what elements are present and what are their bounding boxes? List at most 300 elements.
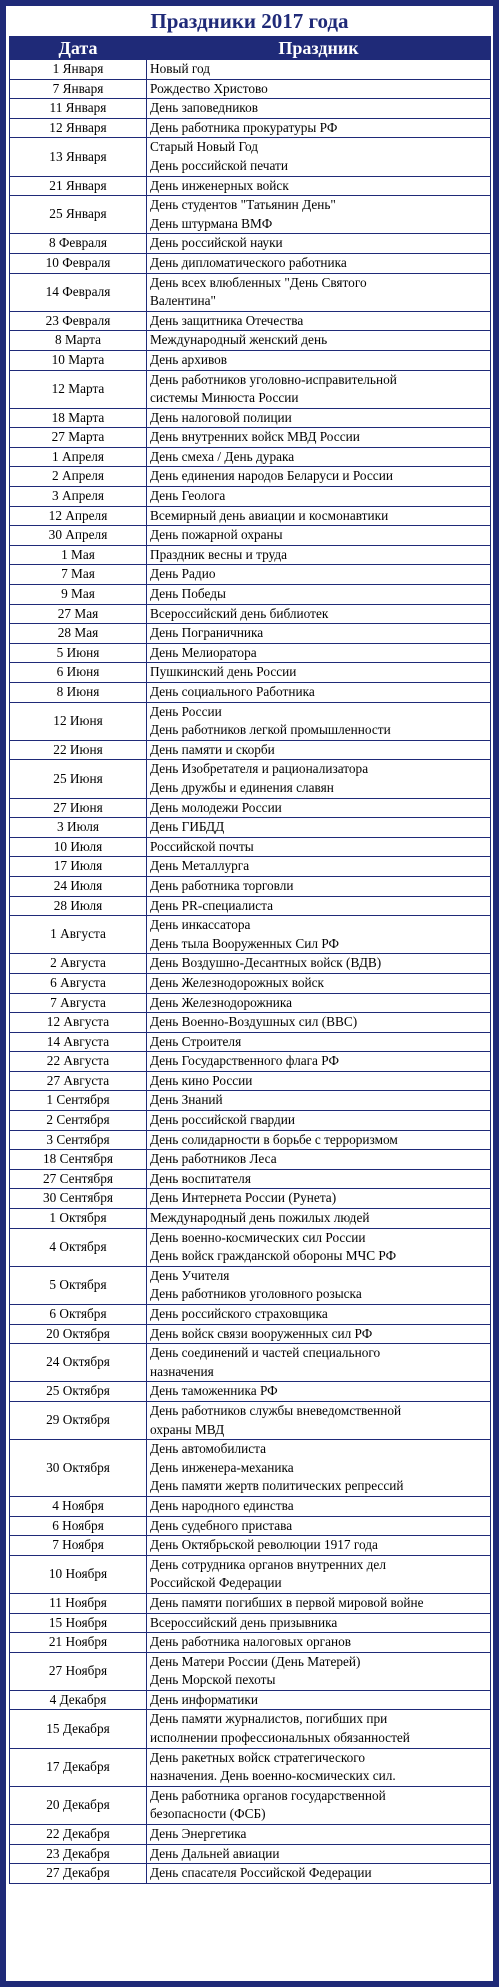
holiday-line: Новый год (150, 61, 211, 76)
table-row (10, 1516, 491, 1536)
holiday-line: День Железнодорожника (150, 994, 293, 1010)
date-cell: 27 Ноября (10, 1652, 147, 1690)
holiday-line: День Дальней авиации (150, 1845, 280, 1861)
table-row (10, 702, 491, 740)
date-cell: 1 Мая (10, 545, 147, 565)
holiday-cell (147, 331, 491, 351)
holiday-line: День судебного пристава (150, 1517, 293, 1533)
date-cell: 12 Января (10, 118, 147, 138)
table-row (10, 1344, 491, 1382)
holiday-line: День Радио (150, 566, 216, 582)
holiday-line: охраны МВД (150, 1421, 225, 1437)
holiday-line: День Металлурга (150, 858, 250, 874)
table-row (10, 1633, 491, 1653)
holiday-line: День войск связи вооруженных сил РФ (150, 1325, 373, 1341)
date-cell: 3 Апреля (10, 487, 147, 507)
holiday-cell (147, 1440, 491, 1497)
holiday-line: День Мелиоратора (150, 644, 257, 660)
holiday-line: Всемирный день авиации и космонавтики (150, 507, 389, 523)
date-cell: 8 Июня (10, 683, 147, 703)
date-cell: 27 Декабря (10, 1864, 147, 1884)
date-cell: 6 Октября (10, 1305, 147, 1325)
holiday-cell (147, 1748, 491, 1786)
date-cell: 12 Августа (10, 1013, 147, 1033)
date-cell: 17 Декабря (10, 1748, 147, 1786)
date-cell: 9 Мая (10, 585, 147, 605)
date-cell: 22 Декабря (10, 1825, 147, 1845)
date-cell: 28 Мая (10, 624, 147, 644)
table-row (10, 837, 491, 857)
holiday-line: День молодежи России (150, 799, 282, 815)
date-cell: 27 Марта (10, 428, 147, 448)
table-row (10, 643, 491, 663)
table-row (10, 118, 491, 138)
date-cell: 27 Августа (10, 1071, 147, 1091)
table-row (10, 487, 491, 507)
date-cell: 6 Августа (10, 973, 147, 993)
table-row (10, 1324, 491, 1344)
table-row (10, 1052, 491, 1072)
holiday-cell (147, 79, 491, 99)
holiday-line: День Октябрьской революции 1917 года (150, 1537, 378, 1553)
date-cell: 12 Июня (10, 702, 147, 740)
holiday-cell (147, 1536, 491, 1556)
holiday-line: День памяти погибших в первой мировой войне (150, 1594, 424, 1610)
table-row (10, 624, 491, 644)
date-cell: 7 Ноября (10, 1536, 147, 1556)
date-cell: 6 Ноября (10, 1516, 147, 1536)
holiday-cell (147, 350, 491, 370)
table-row (10, 1690, 491, 1710)
table-row (10, 467, 491, 487)
holiday-line: День работников Леса (150, 1151, 277, 1167)
holiday-cell (147, 99, 491, 119)
date-cell: 2 Апреля (10, 467, 147, 487)
table-row (10, 1130, 491, 1150)
date-cell: 12 Марта (10, 370, 147, 408)
table-row (10, 798, 491, 818)
holiday-line: День работника торговли (150, 877, 294, 893)
holiday-line: Российской Федерации (150, 1575, 282, 1591)
holiday-cell (147, 1266, 491, 1304)
holiday-cell (147, 798, 491, 818)
table-row (10, 1748, 491, 1786)
date-cell: 23 Декабря (10, 1844, 147, 1864)
date-cell: 28 Июля (10, 896, 147, 916)
holiday-cell (147, 467, 491, 487)
holiday-line: День автомобилиста (150, 1441, 266, 1457)
holiday-line: День сотрудника органов внутренних дел (150, 1556, 386, 1572)
date-cell: 8 Марта (10, 331, 147, 351)
table-row (10, 1786, 491, 1824)
holiday-line: День Победы (150, 586, 226, 602)
holiday-cell (147, 118, 491, 138)
holiday-cell (147, 1071, 491, 1091)
table-row (10, 311, 491, 331)
date-cell: 18 Сентября (10, 1150, 147, 1170)
holiday-cell (147, 447, 491, 467)
holiday-line: День работников легкой промышленности (150, 722, 391, 738)
holiday-line: День народного единства (150, 1497, 294, 1513)
date-cell: 27 Июня (10, 798, 147, 818)
table-row (10, 1150, 491, 1170)
holiday-line: День студентов "Татьянин День" (150, 197, 336, 213)
holiday-line: День Воздушно-Десантных войск (ВДВ) (150, 955, 382, 971)
holiday-line: Российской почты (150, 838, 254, 854)
holiday-line: День архивов (150, 351, 228, 367)
date-cell: 4 Декабря (10, 1690, 147, 1710)
holiday-line: Праздник весны и труда (150, 546, 288, 562)
holiday-line: День работников уголовного розыска (150, 1286, 362, 1302)
holiday-cell (147, 428, 491, 448)
holiday-line: День единения народов Беларуси и России (150, 468, 393, 484)
holiday-cell (147, 1091, 491, 1111)
holiday-cell (147, 1690, 491, 1710)
table-row (10, 1305, 491, 1325)
holiday-line: День информатики (150, 1691, 258, 1707)
holiday-line: Всероссийский день библиотек (150, 605, 329, 621)
table-row (10, 79, 491, 99)
holiday-cell (147, 1864, 491, 1884)
date-cell: 30 Сентября (10, 1189, 147, 1209)
holiday-line: День солидарности в борьбе с терроризмом (150, 1131, 398, 1147)
table-row (10, 506, 491, 526)
header-holiday: Праздник (147, 37, 491, 60)
table-row (10, 954, 491, 974)
date-cell: 1 Августа (10, 916, 147, 954)
holiday-line: День войск гражданской обороны МЧС РФ (150, 1248, 397, 1264)
holiday-cell (147, 896, 491, 916)
holiday-line: День дипломатического работника (150, 254, 347, 270)
holiday-line: День Морской пехоты (150, 1672, 276, 1688)
holiday-line: День памяти жертв политических репрессий (150, 1478, 404, 1494)
holiday-line: День России (150, 703, 222, 719)
table-row (10, 1593, 491, 1613)
holiday-cell (147, 408, 491, 428)
date-cell: 18 Марта (10, 408, 147, 428)
table-row (10, 234, 491, 254)
holiday-cell (147, 973, 491, 993)
holiday-cell (147, 1496, 491, 1516)
holiday-line: День Знаний (150, 1092, 223, 1108)
date-cell: 30 Октября (10, 1440, 147, 1497)
holiday-line: назначения (150, 1363, 214, 1379)
date-cell: 1 Октября (10, 1209, 147, 1229)
table-row (10, 1189, 491, 1209)
holiday-cell (147, 993, 491, 1013)
table-row (10, 876, 491, 896)
date-cell: 25 Октября (10, 1382, 147, 1402)
table-row (10, 916, 491, 954)
table-row (10, 331, 491, 351)
date-cell: 10 Марта (10, 350, 147, 370)
holiday-line: День внутренних войск МВД России (150, 429, 360, 445)
table-row (10, 663, 491, 683)
date-cell: 12 Апреля (10, 506, 147, 526)
holiday-line: Рождество Христово (150, 80, 268, 96)
holiday-line: Международный день пожилых людей (150, 1210, 370, 1226)
holiday-cell (147, 760, 491, 798)
holiday-cell (147, 604, 491, 624)
date-cell: 27 Сентября (10, 1169, 147, 1189)
holiday-line: безопасности (ФСБ) (150, 1806, 266, 1822)
holiday-cell (147, 1111, 491, 1131)
table-row (10, 1401, 491, 1439)
table-row (10, 408, 491, 428)
date-cell: 17 Июля (10, 857, 147, 877)
date-cell: 14 Августа (10, 1032, 147, 1052)
table-row (10, 1228, 491, 1266)
table-row (10, 1440, 491, 1497)
table-row (10, 1266, 491, 1304)
holiday-line: День работника налоговых органов (150, 1634, 352, 1650)
holiday-cell (147, 1052, 491, 1072)
date-cell: 21 Января (10, 176, 147, 196)
holiday-line: День Железнодорожных войск (150, 974, 325, 990)
holiday-cell (147, 1169, 491, 1189)
holiday-cell (147, 1032, 491, 1052)
table-row (10, 1710, 491, 1748)
holiday-line: День кино России (150, 1072, 253, 1088)
holiday-line: День воспитателя (150, 1170, 251, 1186)
holiday-line: День PR-специалиста (150, 897, 274, 913)
holiday-cell (147, 311, 491, 331)
holiday-line: День спасателя Российской Федерации (150, 1865, 372, 1881)
page-title: Праздники 2017 года (150, 9, 349, 33)
table-row (10, 138, 491, 176)
table-row (10, 545, 491, 565)
date-cell: 20 Декабря (10, 1786, 147, 1824)
holiday-cell (147, 1324, 491, 1344)
holiday-cell (147, 624, 491, 644)
holiday-cell (147, 876, 491, 896)
holiday-line: День соединений и частей специального (150, 1345, 381, 1361)
holiday-cell (147, 1305, 491, 1325)
table-row (10, 760, 491, 798)
holiday-cell (147, 196, 491, 234)
table-row (10, 1825, 491, 1845)
table-row (10, 585, 491, 605)
holiday-cell (147, 176, 491, 196)
holiday-line: День Изобретателя и рационализатора (150, 761, 369, 777)
holiday-line: День российской науки (150, 235, 283, 251)
holiday-cell (147, 545, 491, 565)
table-row (10, 1864, 491, 1884)
holiday-cell (147, 1633, 491, 1653)
date-cell: 4 Октября (10, 1228, 147, 1266)
table-row (10, 196, 491, 234)
holiday-line: День смеха / День дурака (150, 448, 295, 464)
holiday-cell (147, 1516, 491, 1536)
holiday-cell (147, 702, 491, 740)
holiday-cell (147, 60, 491, 80)
table-row (10, 1013, 491, 1033)
holiday-line: День работников уголовно-исправительной (150, 371, 397, 387)
holiday-cell (147, 1652, 491, 1690)
holiday-line: День защитника Отечества (150, 312, 304, 328)
date-cell: 11 Ноября (10, 1593, 147, 1613)
table-row (10, 818, 491, 838)
holiday-line: День инженерных войск (150, 177, 289, 193)
table-header-row (10, 37, 491, 60)
table-row (10, 1091, 491, 1111)
holiday-cell (147, 234, 491, 254)
table-row (10, 350, 491, 370)
holiday-cell (147, 487, 491, 507)
date-cell: 21 Ноября (10, 1633, 147, 1653)
table-row (10, 1209, 491, 1229)
date-cell: 24 Июля (10, 876, 147, 896)
header-date: Дата (10, 37, 147, 60)
holiday-line: День памяти журналистов, погибших при (150, 1711, 388, 1727)
table-row (10, 526, 491, 546)
holiday-cell (147, 1344, 491, 1382)
holiday-cell (147, 1401, 491, 1439)
holidays-table (9, 36, 491, 1884)
date-cell: 3 Сентября (10, 1130, 147, 1150)
holiday-cell (147, 857, 491, 877)
date-cell: 10 Февраля (10, 253, 147, 273)
holiday-line: системы Минюста России (150, 390, 299, 406)
holiday-line: День Военно-Воздушных сил (ВВС) (150, 1014, 358, 1030)
table-row (10, 1496, 491, 1516)
table-row (10, 253, 491, 273)
date-cell: 25 Июня (10, 760, 147, 798)
date-cell: 25 Января (10, 196, 147, 234)
date-cell: 3 Июля (10, 818, 147, 838)
holiday-line: День таможенника РФ (150, 1383, 278, 1399)
holiday-line: День ракетных войск стратегического (150, 1749, 366, 1765)
holiday-cell (147, 1013, 491, 1033)
holiday-line: Пушкинский день России (150, 664, 297, 680)
date-cell: 24 Октября (10, 1344, 147, 1382)
table-row (10, 604, 491, 624)
holiday-cell (147, 740, 491, 760)
holiday-line: День пожарной охраны (150, 527, 283, 543)
holiday-cell (147, 663, 491, 683)
holiday-cell (147, 1613, 491, 1633)
date-cell: 6 Июня (10, 663, 147, 683)
date-cell: 2 Сентября (10, 1111, 147, 1131)
date-cell: 10 Ноября (10, 1555, 147, 1593)
table-row (10, 896, 491, 916)
date-cell: 15 Ноября (10, 1613, 147, 1633)
holiday-cell (147, 1786, 491, 1824)
holiday-cell (147, 526, 491, 546)
table-row (10, 1613, 491, 1633)
holiday-line: День Интернета России (Рунета) (150, 1190, 337, 1206)
holiday-cell (147, 683, 491, 703)
table-row (10, 370, 491, 408)
holiday-cell (147, 1382, 491, 1402)
holiday-cell (147, 1130, 491, 1150)
holiday-line: День работника прокуратуры РФ (150, 119, 338, 135)
holiday-line: День налоговой полиции (150, 409, 292, 425)
date-cell: 8 Февраля (10, 234, 147, 254)
table-row (10, 176, 491, 196)
table-row (10, 740, 491, 760)
date-cell: 1 Сентября (10, 1091, 147, 1111)
table-row (10, 428, 491, 448)
holiday-line: День Строителя (150, 1033, 242, 1049)
holiday-line: Валентина" (150, 293, 216, 309)
date-cell: 7 Января (10, 79, 147, 99)
date-cell: 20 Октября (10, 1324, 147, 1344)
table-row (10, 60, 491, 80)
holiday-cell (147, 138, 491, 176)
holiday-cell (147, 585, 491, 605)
holiday-line: День всех влюбленных "День Святого (150, 274, 367, 290)
holiday-line: Всероссийский день призывника (150, 1614, 338, 1630)
holiday-line: День штурмана ВМФ (150, 215, 273, 231)
table-row (10, 857, 491, 877)
holiday-cell (147, 916, 491, 954)
holiday-cell (147, 1844, 491, 1864)
holiday-line: День Геолога (150, 488, 226, 504)
holiday-line: День российской печати (150, 157, 288, 173)
holiday-cell (147, 1189, 491, 1209)
table-row (10, 1071, 491, 1091)
holiday-line: День военно-космических сил России (150, 1229, 366, 1245)
holiday-cell (147, 1209, 491, 1229)
table-row (10, 683, 491, 703)
date-cell: 29 Октября (10, 1401, 147, 1439)
holiday-line: День российского страховщика (150, 1306, 328, 1321)
holiday-line: День Энергетика (150, 1826, 247, 1842)
holiday-cell (147, 818, 491, 838)
table-row (10, 1382, 491, 1402)
holiday-line: назначения. День военно-космических сил. (150, 1768, 396, 1784)
date-cell: 15 Декабря (10, 1710, 147, 1748)
holiday-line: Старый Новый Год (150, 139, 259, 155)
table-row (10, 1032, 491, 1052)
holiday-cell (147, 1593, 491, 1613)
date-cell: 23 Февраля (10, 311, 147, 331)
holiday-cell (147, 1150, 491, 1170)
holiday-line: Международный женский день (150, 332, 328, 348)
date-cell: 22 Июня (10, 740, 147, 760)
holiday-line: День Пограничника (150, 625, 264, 641)
holiday-line: День Учителя (150, 1267, 230, 1283)
holiday-line: День российской гвардии (150, 1112, 296, 1128)
holiday-line: исполнении профессиональных обязанностей (150, 1730, 410, 1746)
date-cell: 4 Ноября (10, 1496, 147, 1516)
table-row (10, 447, 491, 467)
table-row (10, 1169, 491, 1189)
table-row (10, 273, 491, 311)
date-cell: 5 Октября (10, 1266, 147, 1304)
holiday-line: День дружбы и единения славян (150, 779, 334, 795)
holiday-cell (147, 1228, 491, 1266)
holiday-line: День работника органов государственной (150, 1787, 386, 1803)
table-row (10, 565, 491, 585)
table-body (10, 60, 491, 1884)
date-cell: 7 Мая (10, 565, 147, 585)
table-row (10, 99, 491, 119)
holiday-line: День инженера-механика (150, 1459, 294, 1475)
table-row (10, 1536, 491, 1556)
holiday-cell (147, 565, 491, 585)
holiday-line: День ГИБДД (150, 819, 225, 835)
date-cell: 7 Августа (10, 993, 147, 1013)
holiday-cell (147, 273, 491, 311)
date-cell: 14 Февраля (10, 273, 147, 311)
holiday-cell (147, 1710, 491, 1748)
date-cell: 13 Января (10, 138, 147, 176)
date-cell: 11 Января (10, 99, 147, 119)
date-cell: 10 Июля (10, 837, 147, 857)
date-cell: 27 Мая (10, 604, 147, 624)
